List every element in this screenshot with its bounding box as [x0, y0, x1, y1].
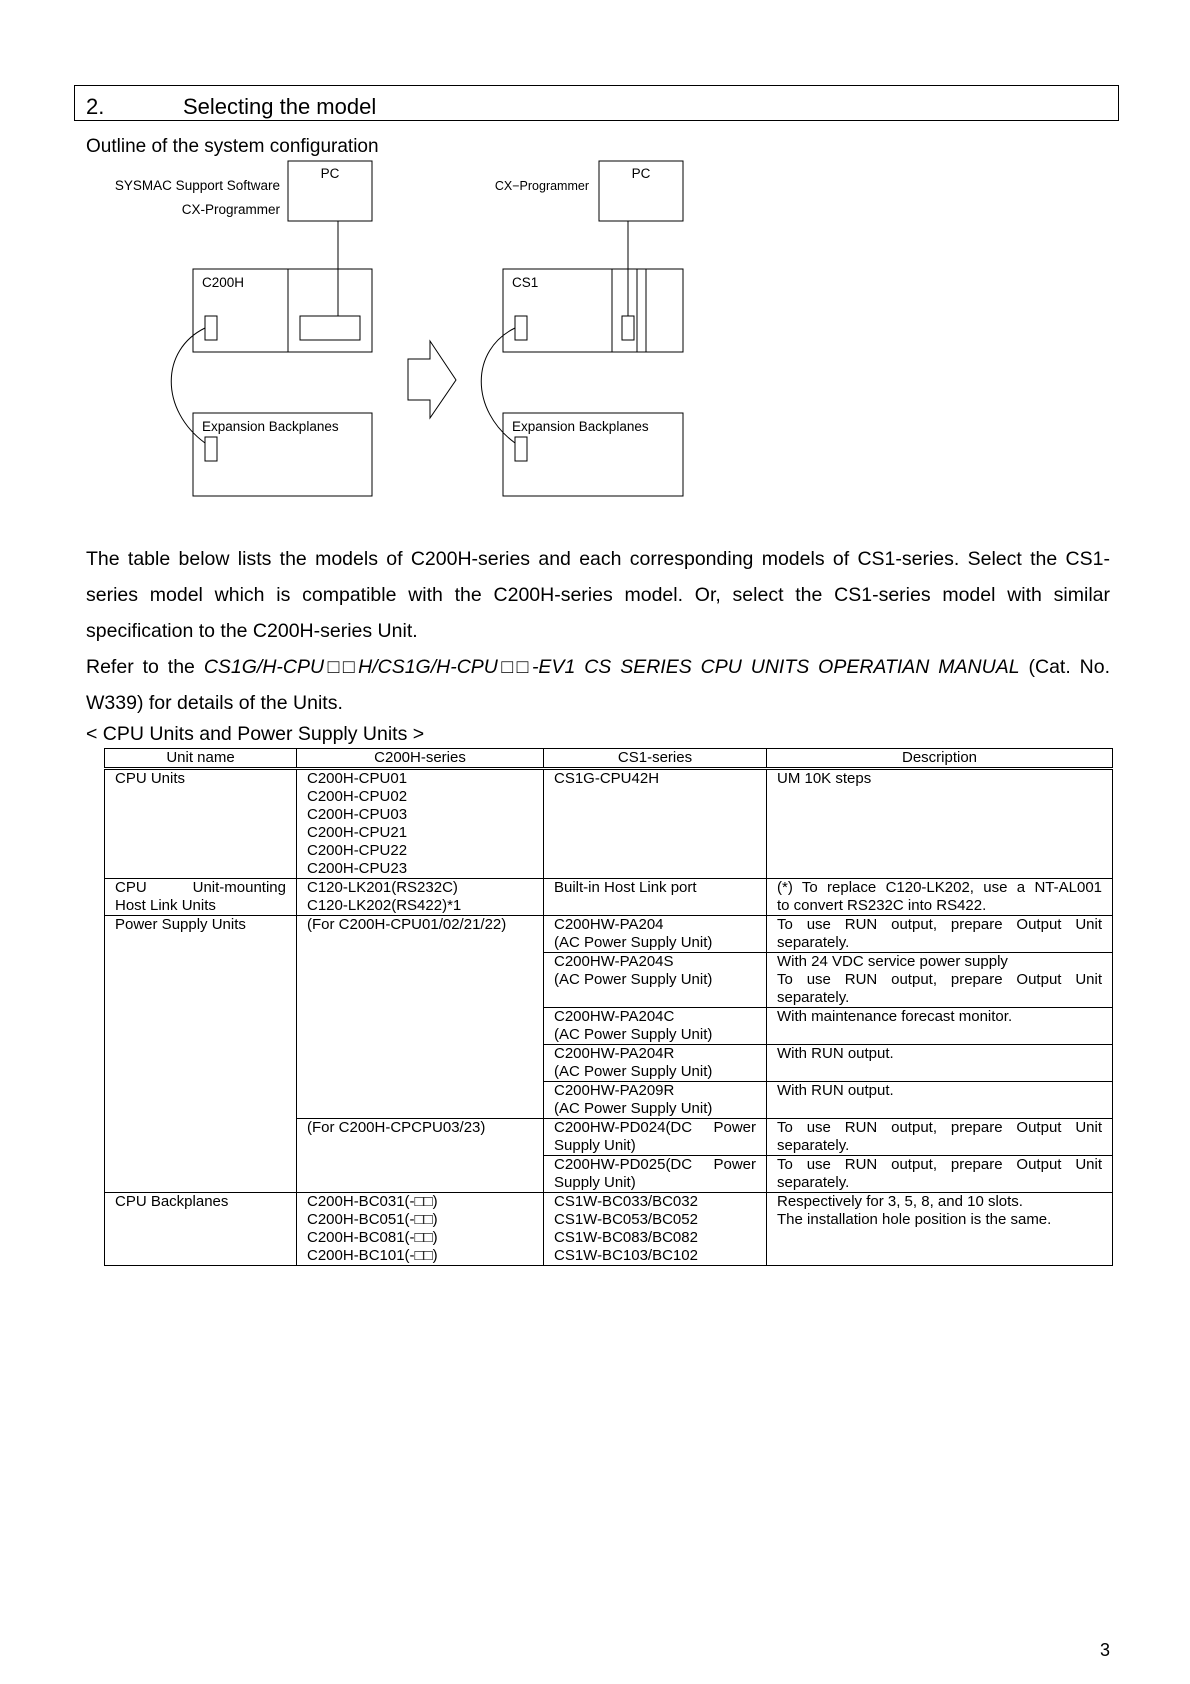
host-link-desc: (*) To replace C120-LK202, use a NT-AL001 to convert RS232C into RS422.	[767, 879, 1113, 916]
left-cpu-connector	[205, 316, 217, 340]
manual-title: CS1G/H-CPU□□H/CS1G/H-CPU□□-EV1 CS SERIES CPU UNITS OPERATIAN MANUAL	[203, 656, 1020, 678]
reference-paragraph	[86, 649, 1110, 721]
right-expansion-connector	[515, 437, 527, 461]
left-expansion-label: Expansion Backplanes	[202, 419, 339, 434]
right-cpu-connector	[515, 316, 527, 340]
header-description: Description	[767, 749, 1113, 769]
conversion-arrow	[408, 341, 456, 418]
table-row	[105, 1045, 1113, 1082]
table-row	[105, 1156, 1113, 1193]
left-host-link-unit	[300, 316, 360, 340]
ps-cs1: C200HW-PA204 (AC Power Supply Unit)	[544, 916, 767, 953]
left-expansion-cable	[171, 328, 205, 443]
table-row	[105, 1193, 1113, 1266]
ps-cs1: C200HW-PA204R (AC Power Supply Unit)	[544, 1045, 767, 1082]
backplanes-cs1: CS1W-BC033/BC032 CS1W-BC053/BC052 CS1W-BC083/BC082 CS1W-BC103/BC102	[544, 1193, 767, 1266]
ps-cs1: C200HW-PA209R (AC Power Supply Unit)	[544, 1082, 767, 1119]
ps-desc: With maintenance forecast monitor.	[767, 1008, 1113, 1045]
table-row	[105, 879, 1113, 916]
table-header-row	[105, 749, 1113, 769]
system-configuration-diagram	[0, 0, 1190, 520]
ps-desc: With RUN output.	[767, 1045, 1113, 1082]
right-expansion-cable	[481, 328, 515, 443]
table-row	[105, 916, 1113, 953]
host-link-cs1: Built-in Host Link port	[544, 879, 767, 916]
left-expansion-connector	[205, 437, 217, 461]
cpu-units-c200h: C200H-CPU01 C200H-CPU02 C200H-CPU03 C200H-CPU21 C200H-CPU22 C200H-CPU23	[297, 769, 544, 879]
ps-desc: To use RUN output, prepare Output Unit separately.	[767, 1156, 1113, 1193]
table-row	[105, 953, 1113, 1008]
cpu-units-name: CPU Units	[105, 769, 297, 879]
ps-desc: With RUN output.	[767, 1082, 1113, 1119]
left-pc-label: PC	[320, 166, 340, 181]
reference-prefix: Refer to the	[86, 656, 204, 678]
cpu-units-cs1: CS1G-CPU42H	[544, 769, 767, 879]
ps-cs1: C200HW-PA204S (AC Power Supply Unit)	[544, 953, 767, 1008]
table-row	[105, 1119, 1113, 1156]
ps-cs1: C200HW-PD024(DC Power Supply Unit)	[544, 1119, 767, 1156]
ps-cs1: C200HW-PA204C (AC Power Supply Unit)	[544, 1008, 767, 1045]
right-software-label: CX−Programmer	[494, 179, 589, 193]
section-title: Selecting the model	[183, 94, 377, 119]
right-pc-label: PC	[631, 166, 651, 181]
table-title: < CPU Units and Power Supply Units >	[86, 723, 425, 745]
table-row	[105, 1008, 1113, 1045]
left-software-label-2: CX-Programmer	[181, 202, 280, 217]
header-c200h-series: C200H-series	[297, 749, 544, 769]
section-number: 2.	[86, 94, 105, 119]
intro-paragraph: The table below lists the models of C200H-series and each corresponding models of CS1-series. Select the CS1-series model which is compatible with the C200H-series model. Or, select the CS1-series model with similar specification to the C200H-series Unit.	[86, 548, 1110, 642]
outline-title: Outline of the system configuration	[86, 136, 379, 157]
host-link-c200h: C120-LK201(RS232C) C120-LK202(RS422)*1	[297, 879, 544, 916]
reference-suffix: (Cat. No. W339) for details of the Units.	[86, 656, 1111, 714]
left-software-label-1: SYSMAC Support Software	[114, 178, 280, 193]
host-link-name: CPU Unit-mounting Host Link Units	[105, 879, 297, 916]
ps-desc: To use RUN output, prepare Output Unit separately.	[767, 1119, 1113, 1156]
header-cs1-series: CS1-series	[544, 749, 767, 769]
backplanes-desc: Respectively for 3, 5, 8, and 10 slots. The installation hole position is the same.	[767, 1193, 1113, 1266]
table-row	[105, 769, 1113, 879]
power-supply-group2: (For C200H-CPCPU03/23)	[297, 1119, 544, 1156]
table-row	[105, 1082, 1113, 1119]
power-supply-group1: (For C200H-CPU01/02/21/22)	[297, 916, 544, 953]
ps-cs1: C200HW-PD025(DC Power Supply Unit)	[544, 1156, 767, 1193]
page-number: 3	[1100, 1640, 1111, 1660]
right-expansion-label: Expansion Backplanes	[512, 419, 649, 434]
backplanes-name: CPU Backplanes	[105, 1193, 297, 1266]
units-table	[104, 748, 1113, 1266]
ps-desc: To use RUN output, prepare Output Unit separately.	[767, 916, 1113, 953]
backplanes-c200h: C200H-BC031(-□□) C200H-BC051(-□□) C200H-BC081(-□□) C200H-BC101(-□□)	[297, 1193, 544, 1266]
left-cpu-label: C200H	[202, 275, 245, 290]
power-supply-name: Power Supply Units	[105, 916, 297, 953]
right-builtin-port	[622, 316, 634, 340]
cpu-units-desc: UM 10K steps	[767, 769, 1113, 879]
header-unit-name: Unit name	[105, 749, 297, 769]
body-text	[86, 541, 1110, 721]
right-cpu-label: CS1	[512, 275, 539, 290]
ps-desc: With 24 VDC service power supply To use RUN output, prepare Output Unit separately.	[767, 953, 1113, 1008]
